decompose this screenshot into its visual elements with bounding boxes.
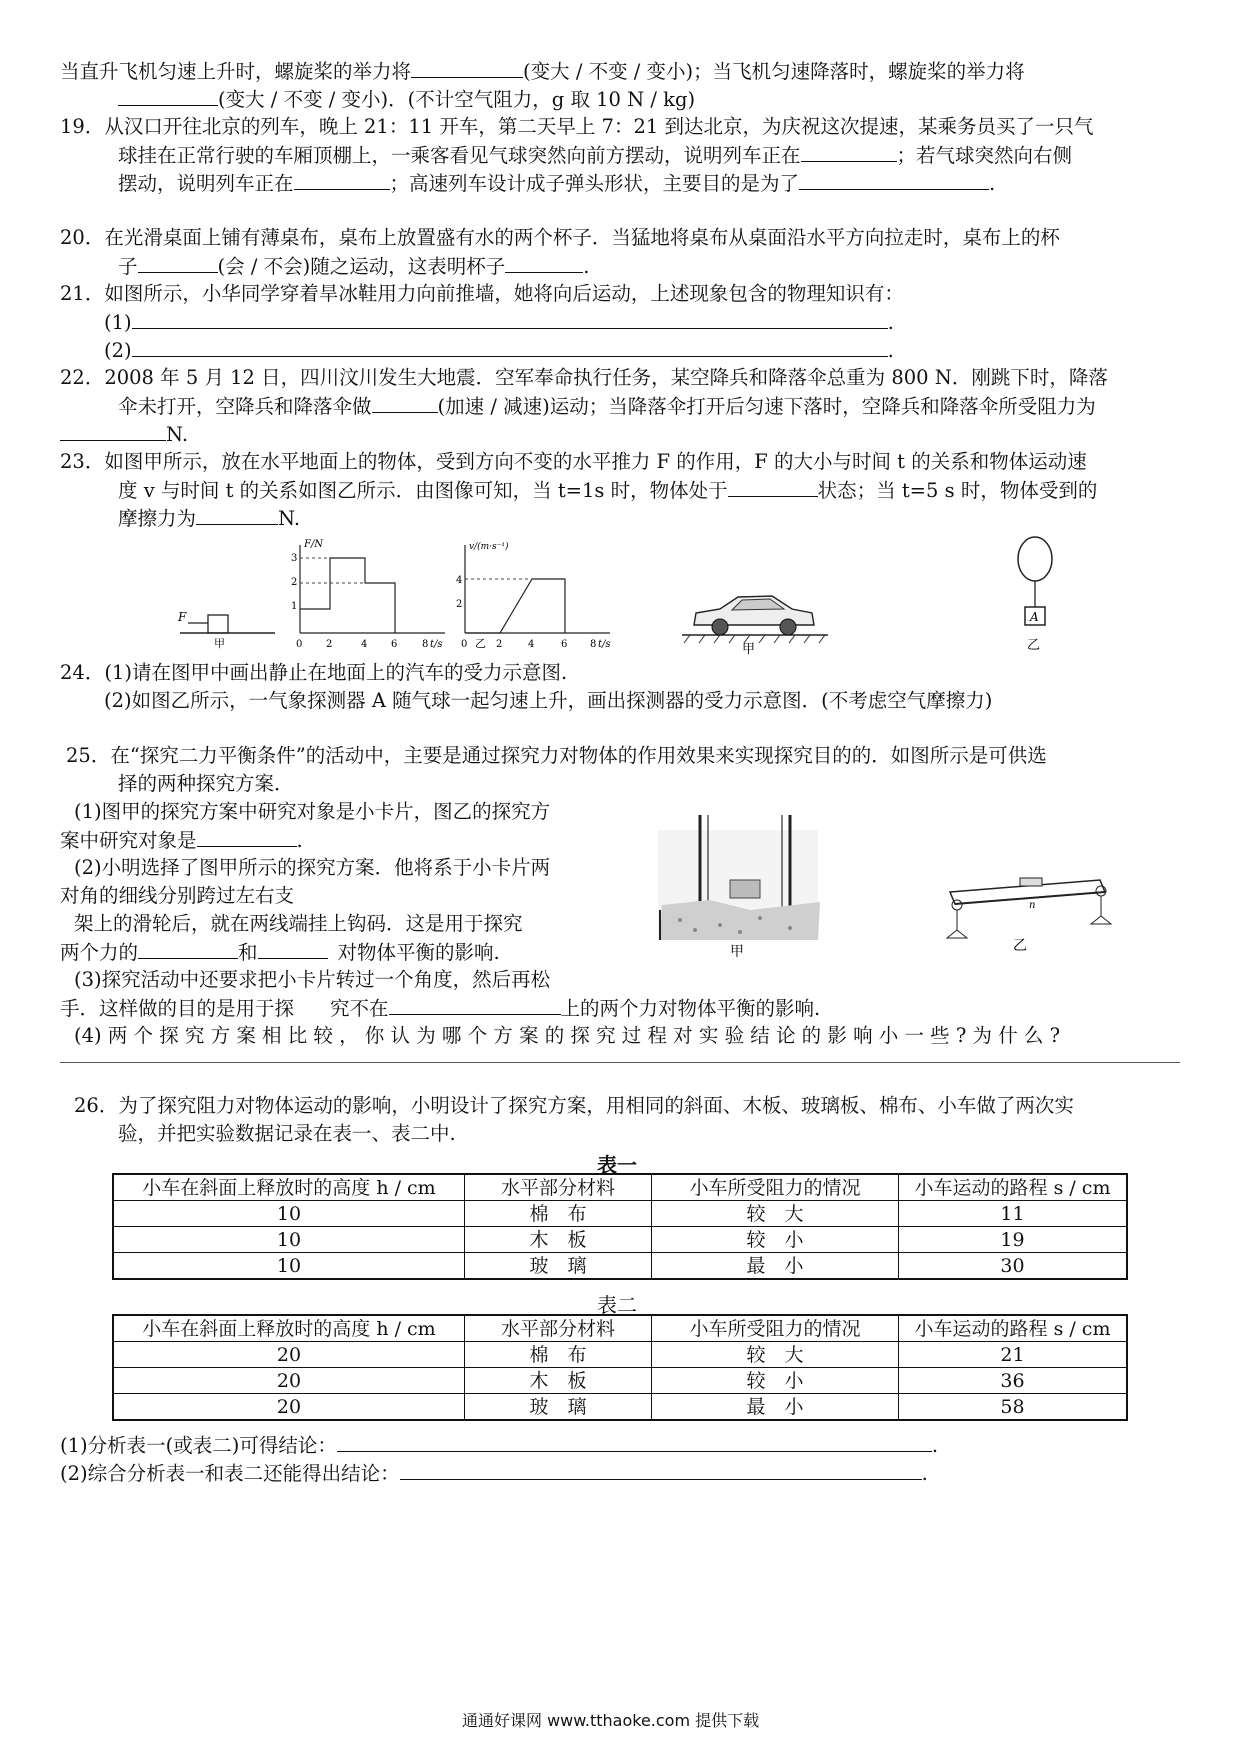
answer-blank[interactable] [799,170,989,190]
table-2 [112,1314,1128,1421]
table-row: 20 木 板 较 小 36 [113,1368,1127,1394]
q25-p1b: 案中研究对象是 . [60,829,303,852]
answer-line[interactable] [60,1062,1180,1063]
answer-blank[interactable] [801,142,897,162]
svg-text:6: 6 [561,639,568,650]
q23-line3: 摩擦力为 N. [118,507,301,530]
fig-label-yi: 乙 [475,637,486,650]
q26-c1: (1)分析表一(或表二)可得结论： . [60,1434,939,1457]
answer-blank[interactable] [60,421,166,441]
answer-blank[interactable] [400,1460,922,1480]
q24-line2: (2)如图乙所示，一气象探测器 A 随气球一起匀速上升，画出探测器的受力示意图．(不考虑空气摩擦力) [104,689,993,712]
table1-title: 表一 [597,1153,637,1177]
answer-blank[interactable] [118,86,218,106]
table-row: 10 棉 布 较 大 11 [113,1201,1127,1227]
q25-p2c: 架上的滑轮后，就在两线端挂上钩码．这是用于探究 [74,912,523,935]
answer-blank[interactable] [294,170,390,190]
fig-label-yi: 乙 [1027,638,1041,653]
block-A-label: A [1030,610,1039,624]
svg-text:8: 8 [422,639,429,650]
answer-blank[interactable] [138,253,218,273]
svg-text:2: 2 [291,577,298,588]
table-header: 小车在斜面上释放时的高度 h / cm 水平部分材料 小车所受阻力的情况 小车运动的路程 s / cm [113,1174,1127,1201]
answer-blank[interactable] [197,827,297,847]
table-row: 10 玻 璃 最 小 30 [113,1253,1127,1280]
q23-line1: 23．如图甲所示，放在水平地面上的物体，受到方向不变的水平推力 F 的作用，F 的大小与时间 t 的关系和物体运动速 [60,450,1087,473]
svg-text:6: 6 [391,639,398,650]
q18-line2: (变大 / 不变 / 变小)．(不计空气阻力，g 取 10 N / kg) [118,86,695,113]
svg-text:t/s: t/s [430,639,443,650]
answer-blank[interactable] [389,995,561,1015]
table-row: 10 木 板 较 小 19 [113,1227,1127,1253]
q19-line3: 摆动，说明列车正在 ；高速列车设计成子弹头形状，主要目的是为了 . [118,172,996,195]
fig-label-jia: 甲 [214,637,225,650]
q23-line2: 度 v 与时间 t 的关系如图乙所示．由图像可知，当 t=1s 时，物体处于 状态；当 t=5 s 时，物体受到的 [118,479,1098,502]
svg-text:2: 2 [326,639,333,650]
svg-text:2: 2 [496,639,503,650]
svg-text:4: 4 [456,575,463,586]
table-header: 小车在斜面上释放时的高度 h / cm 水平部分材料 小车所受阻力的情况 小车运动的路程 s / cm [113,1315,1127,1342]
answer-blank[interactable] [337,1432,932,1452]
q25-line2: 择的两种探究方案． [118,772,294,795]
svg-text:8: 8 [590,639,597,650]
svg-text:1: 1 [291,601,298,612]
v-axis-label: v/(m·s⁻¹) [469,542,509,552]
q24-line1: 24．(1)请在图甲中画出静止在地面上的汽车的受力示意图. [60,661,568,684]
answer-blank[interactable] [132,337,888,357]
q26-line2: 验，并把实验数据记录在表一、表二中. [118,1122,456,1145]
answer-blank[interactable] [411,58,523,78]
table2-title: 表二 [597,1293,637,1317]
q26-c2: (2)综合分析表一和表二还能得出结论： . [60,1462,928,1485]
svg-text:0: 0 [296,639,303,650]
fig-label-yi: 乙 [1013,938,1027,954]
block-on-floor [177,610,275,650]
answer-blank[interactable] [196,505,278,525]
q21-line1: 21．如图所示，小华同学穿着旱冰鞋用力向前推墙，她将向后运动，上述现象包含的物理知识有： [60,282,904,305]
answer-blank[interactable] [372,393,438,413]
q26-line1: 26．为了探究阻力对物体运动的影响，小明设计了探究方案，用相同的斜面、木板、玻璃板、棉布、小车做了两次实 [74,1094,1074,1117]
page-footer: 通通好课网 www.tthaoke.com 提供下载 [462,1711,760,1730]
q22-line3: N. [60,421,188,448]
q25-fig-yi [935,850,1125,955]
q25-p3b: 手．这样做的目的是用于探 究不在 上的两个力对物体平衡的影响. [60,997,821,1020]
fig-label-jia: 甲 [742,642,756,655]
q21-item1: (1) . [104,311,894,334]
car-figure [680,575,830,655]
svg-text:2: 2 [456,599,463,610]
q25-p1a: (1)图甲的探究方案中研究对象是小卡片，图乙的探究方 [74,800,551,823]
q25-p2a: (2)小明选择了图甲所示的探究方案．他将系于小卡片两 [74,856,551,879]
q23-figures [160,535,660,650]
table-row: 20 玻 璃 最 小 58 [113,1394,1127,1421]
balloon-figure [1005,535,1065,655]
svg-text:n: n [1029,900,1036,911]
q22-line2: 伞未打开，空降兵和降落伞做 (加速 / 减速)运动；当降落伞打开后匀速下落时，空降兵和降落伞所受阻力为 [118,395,1096,418]
q22-line1: 22．2008 年 5 月 12 日，四川汶川发生大地震．空军奉命执行任务，某空降兵和降落伞总重为 800 N．刚跳下时，降落 [60,366,1108,389]
v-t-graph [456,541,611,650]
q18-line1: 当直升飞机匀速上升时，螺旋桨的举力将 (变大 / 不变 / 变小)；当飞机匀速降落时，螺旋桨的举力将 [60,60,1025,83]
fig-label-jia: 甲 [730,944,744,960]
answer-blank[interactable] [505,253,583,273]
q19-line2: 球挂在正常行驶的车厢顶棚上，一乘客看见气球突然向前方摆动，说明列车正在 ；若气球突然向右侧 [118,144,1073,167]
answer-blank[interactable] [258,939,328,959]
svg-text:3: 3 [291,553,298,564]
q20-line1: 20．在光滑桌面上铺有薄桌布，桌布上放置盛有水的两个杯子．当猛地将桌布从桌面沿水平方向拉走时，桌布上的杯 [60,226,1060,249]
force-label: F [178,610,187,624]
svg-text:0: 0 [461,639,468,650]
q19-line1: 19．从汉口开往北京的列车，晚上 21：11 开车，第二天早上 7：21 到达北京，为庆祝这次提速，某乘务员买了一只气 [60,115,1094,138]
q21-item2: (2) . [104,339,894,362]
f-t-graph [291,539,486,650]
answer-blank[interactable] [132,309,888,329]
q20-line2: 子 (会 / 不会)随之运动，这表明杯子 . [118,255,590,278]
svg-text:t/s: t/s [598,639,611,650]
svg-text:4: 4 [528,639,535,650]
table-row: 20 棉 布 较 大 21 [113,1342,1127,1368]
f-axis-label: F/N [304,539,324,550]
q25-p2d: 两个力的 和 对物体平衡的影响. [60,941,500,964]
q25-p4: (4) 两 个 探 究 方 案 相 比 较 ， 你 认 为 哪 个 方 案 的 探 究 过 程 对 实 验 结 论 的 影 响 小 一 些 ? 为 什 么 ? [74,1024,1061,1047]
svg-text:4: 4 [361,639,368,650]
table-1 [112,1173,1128,1280]
q25-line1: 25．在“探究二力平衡条件”的活动中，主要是通过探究力对物体的作用效果来实现探究目的的．如图所示是可供选 [66,744,1047,767]
answer-blank[interactable] [138,939,238,959]
q25-fig-jia [650,810,830,960]
q25-p3a: (3)探究活动中还要求把小卡片转过一个角度，然后再松 [74,968,551,991]
q25-p2b: 对角的细线分别跨过左右支 [60,884,295,907]
answer-blank[interactable] [728,477,818,497]
